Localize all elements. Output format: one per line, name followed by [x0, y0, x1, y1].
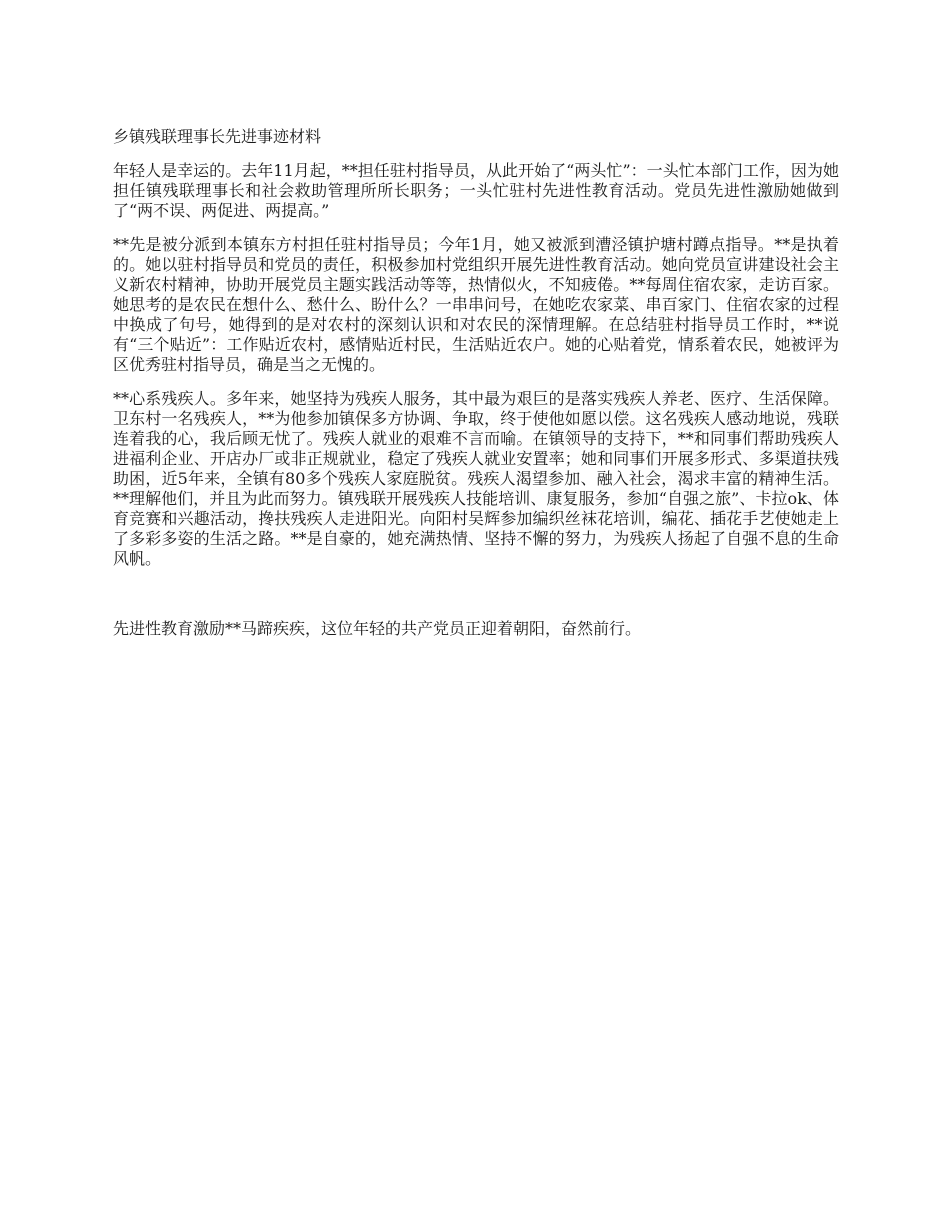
paragraph-village-guide: **先是被分派到本镇东方村担任驻村指导员；今年1月，她又被派到漕泾镇护塘村蹲点指导。**是执着的。她以驻村指导员和党员的责任，积极参加村党组织开展先进性教育活动。她向党员宣讲建设社会主义新农村精神，协助开展党员主题实践活动等等，热情似火，不知疲倦。**每周住宿农家，走访百家。她思考的是农民在想什么、愁什么、盼什么？一串串问号，在她吃农家菜、串百家门、住宿农家的过程中换成了句号，她得到的是对农村的深刻认识和对农民的深情理解。在总结驻村指导员工作时，**说有“三个贴近”：工作贴近农村，感情贴近村民，生活贴近农户。她的心贴着党，情系着农民，她被评为区优秀驻村指导员，确是当之无愧的。: [113, 235, 839, 374]
paragraph-closing: 先进性教育激励**马蹄疾疾，这位年轻的共产党员正迎着朝阳，奋然前行。: [113, 619, 642, 638]
paragraph-disabled-care: **心系残疾人。多年来，她坚持为残疾人服务，其中最为艰巨的是落实残疾人养老、医疗、生活保障。卫东村一名残疾人，**为他参加镇保多方协调、争取，终于使他如愿以偿。这名残疾人感动地说，残联连着我的心，我后顾无忧了。残疾人就业的艰难不言而喻。在镇领导的支持下，**和同事们帮助残疾人进福利企业、开店办厂或非正规就业，稳定了残疾人就业安置率；她和同事们开展多形式、多渠道扶残助困，近5年来，全镇有80多个残疾人家庭脱贫。残疾人渴望参加、融入社会，渴求丰富的精神生活。**理解他们，并且为此而努力。镇残联开展残疾人技能培训、康复服务，参加“自强之旅”、卡拉ok、体育竞赛和兴趣活动，搀扶残疾人走进阳光。向阳村吴辉参加编织丝袜花培训，编花、插花手艺使她走上了多彩多姿的生活之路。**是自豪的，她充满热情、坚持不懈的努力，为残疾人扬起了自强不息的生命风帆。: [113, 389, 839, 568]
document-title: 乡镇残联理事长先进事迹材料: [113, 127, 322, 146]
document-body: [113, 127, 839, 653]
paragraph-intro: 年轻人是幸运的。去年11月起，**担任驻村指导员，从此开始了“两头忙”：一头忙本部门工作，因为她担任镇残联理事长和社会救助管理所所长职务；一头忙驻村先进性教育活动。党员先进性激励她做到了“两不误、两促进、两提高。”: [113, 161, 839, 220]
